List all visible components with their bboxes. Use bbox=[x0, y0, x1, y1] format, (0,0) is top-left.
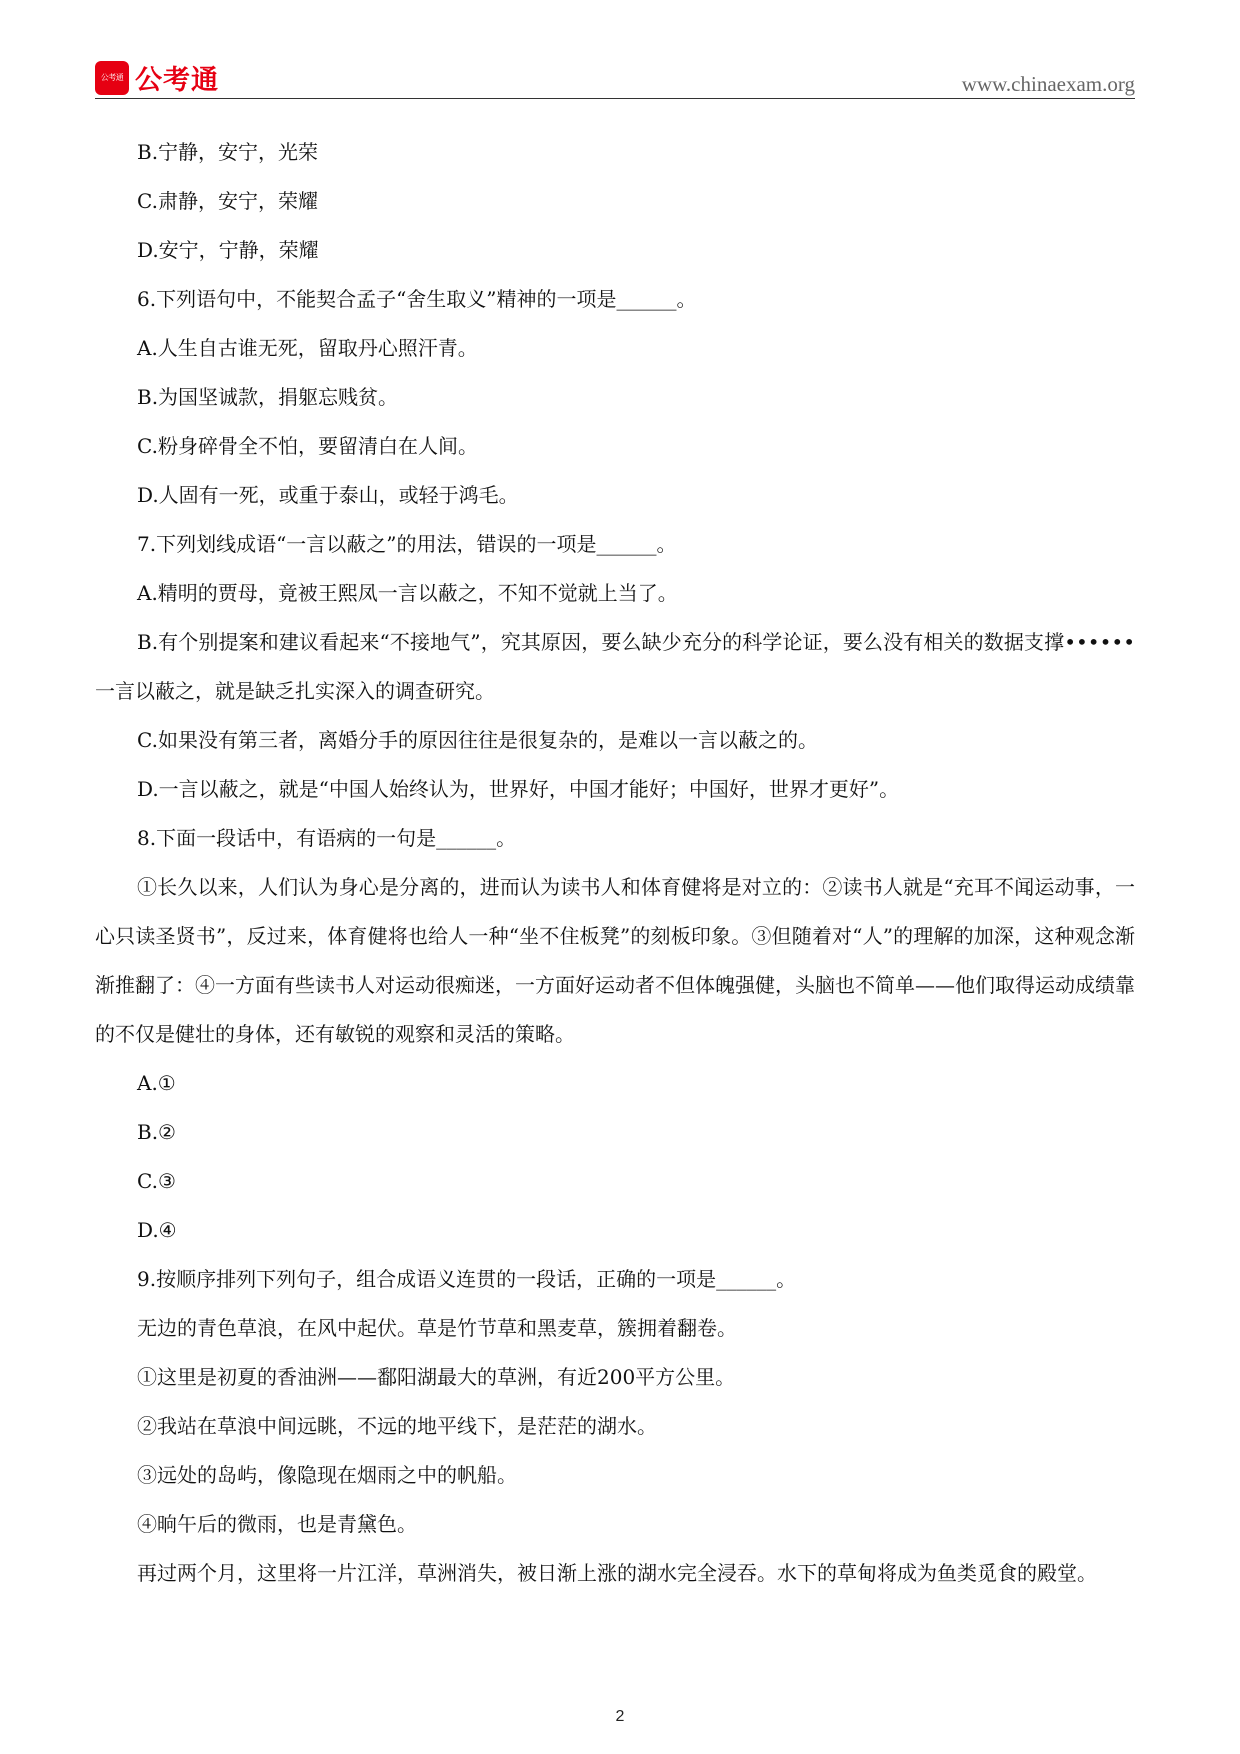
logo-badge-icon: 公考通 bbox=[95, 61, 129, 95]
sentence-4-q9: ④晌午后的微雨，也是青黛色。 bbox=[137, 1512, 417, 1536]
option-c-q5: C.肃静，安宁，荣耀 bbox=[137, 189, 318, 213]
passage-q9-ending: 再过两个月，这里将一片江洋，草洲消失，被日渐上涨的湖水完全浸吞。水下的草甸将成为鱼类觅食的殿堂。 bbox=[137, 1561, 1097, 1585]
option-a-q7: A.精明的贾母，竟被王熙凤一言以蔽之，不知不觉就上当了。 bbox=[137, 581, 678, 605]
option-b-q8: B.② bbox=[137, 1120, 176, 1144]
question-6: 6.下列语句中，不能契合孟子“舍生取义”精神的一项是______。 bbox=[137, 287, 697, 311]
logo[interactable] bbox=[95, 58, 219, 97]
option-a-q6: A.人生自古谁无死，留取丹心照汗青。 bbox=[137, 336, 478, 360]
document-body bbox=[95, 128, 1135, 1598]
option-b-q7: B.有个别提案和建议看起来“不接地气”，究其原因，要么缺少充分的科学论证，要么没有相关的数据支撑••••••一言以蔽之，就是缺乏扎实深入的调查研究。 bbox=[95, 630, 1135, 703]
option-d-q8: D.④ bbox=[137, 1218, 177, 1242]
option-b-q5: B.宁静，安宁，光荣 bbox=[137, 140, 319, 164]
passage-q8: ①长久以来，人们认为身心是分离的，进而认为读书人和体育健将是对立的：②读书人就是“充耳不闻运动事，一心只读圣贤书”，反过来，体育健将也给人一种“坐不住板凳”的刻板印象。③但随着对“人”的理解的加深，这种观念渐渐推翻了：④一方面有些读书人对运动很痴迷，一方面好运动者不但体魄强健，头脑也不简单——他们取得运动成绩靠的不仅是健壮的身体，还有敏锐的观察和灵活的策略。 bbox=[95, 875, 1135, 1046]
sentence-3-q9: ③远处的岛屿，像隐现在烟雨之中的帆船。 bbox=[137, 1463, 517, 1487]
option-a-q8: A.① bbox=[137, 1071, 176, 1095]
site-url[interactable]: www.chinaexam.org bbox=[961, 72, 1135, 96]
option-c-q6: C.粉身碎骨全不怕，要留清白在人间。 bbox=[137, 434, 478, 458]
option-d-q5: D.安宁，宁静，荣耀 bbox=[137, 238, 319, 262]
option-d-q6: D.人固有一死，或重于泰山，或轻于鸿毛。 bbox=[137, 483, 519, 507]
passage-q9-intro: 无边的青色草浪，在风中起伏。草是竹节草和黑麦草，簇拥着翻卷。 bbox=[137, 1316, 737, 1340]
option-c-q8: C.③ bbox=[137, 1169, 176, 1193]
page-number: 2 bbox=[615, 1708, 625, 1725]
page-header bbox=[95, 56, 1135, 99]
question-7: 7.下列划线成语“一言以蔽之”的用法，错误的一项是______。 bbox=[137, 532, 677, 556]
question-8: 8.下面一段话中，有语病的一句是______。 bbox=[137, 826, 517, 850]
option-d-q7: D.一言以蔽之，就是“中国人始终认为，世界好，中国才能好；中国好，世界才更好”。 bbox=[137, 777, 900, 801]
sentence-2-q9: ②我站在草浪中间远眺，不远的地平线下，是茫茫的湖水。 bbox=[137, 1414, 657, 1438]
logo-text: 公考通 bbox=[135, 65, 219, 96]
question-9: 9.按顺序排列下列句子，组合成语义连贯的一段话，正确的一项是______。 bbox=[137, 1267, 797, 1291]
option-c-q7: C.如果没有第三者，离婚分手的原因往往是很复杂的，是难以一言以蔽之的。 bbox=[137, 728, 818, 752]
sentence-1-q9: ①这里是初夏的香油洲——鄱阳湖最大的草洲，有近200平方公里。 bbox=[137, 1365, 736, 1389]
option-b-q6: B.为国坚诚款，捐躯忘贱贫。 bbox=[137, 385, 399, 409]
